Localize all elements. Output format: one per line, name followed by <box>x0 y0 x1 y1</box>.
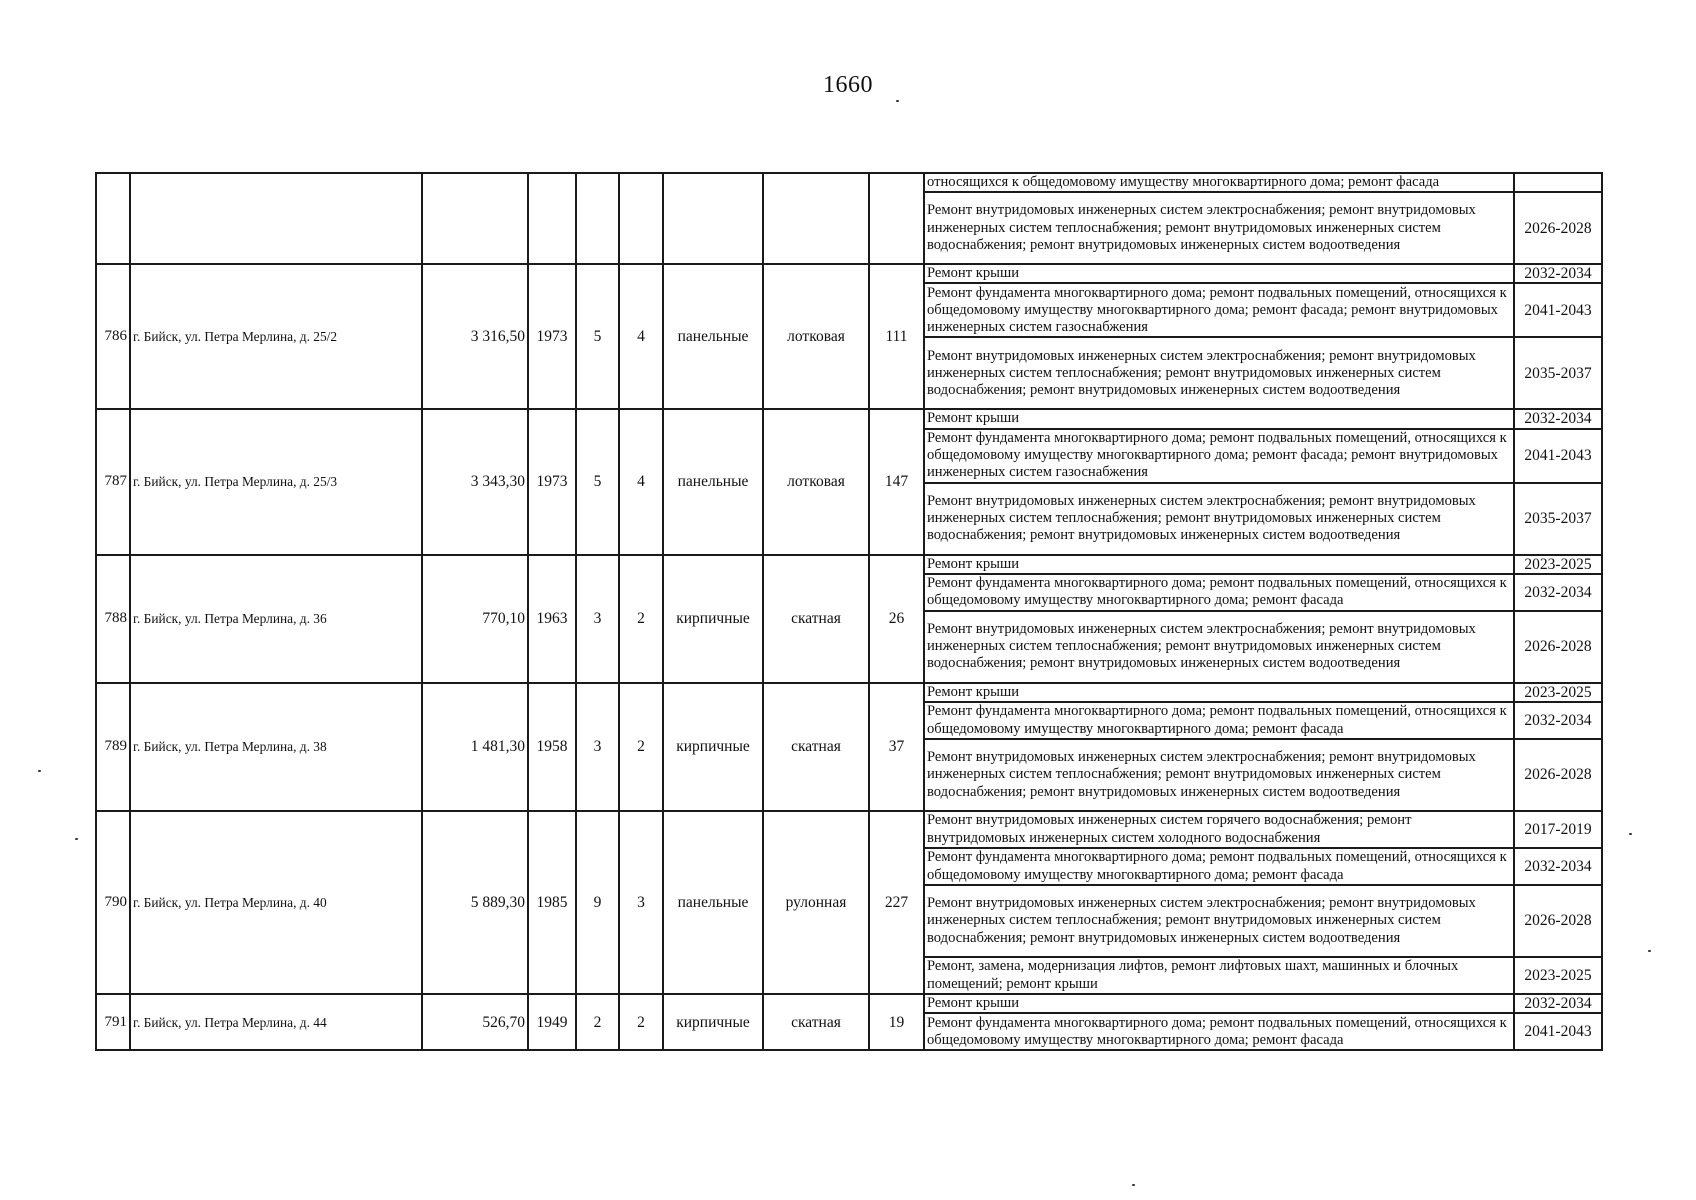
roof-cell: скатная <box>763 555 869 683</box>
year-cell: 1958 <box>528 683 576 811</box>
work-cell: Ремонт крыши <box>924 683 1514 702</box>
period-cell: 2026-2028 <box>1514 611 1602 683</box>
period-cell: 2026-2028 <box>1514 739 1602 811</box>
scan-speck <box>1629 833 1632 835</box>
period-cell: 2023-2025 <box>1514 957 1602 994</box>
residents-cell: 111 <box>869 264 924 409</box>
year-cell <box>528 173 576 264</box>
table-row <box>96 555 1602 574</box>
work-cell: Ремонт внутридомовых инженерных систем горячего водоснабжения; ремонт внутридомовых инженерных систем холодного водоснабжения <box>924 811 1514 848</box>
period-cell: 2032-2034 <box>1514 264 1602 283</box>
num-cell: 791 <box>96 994 130 1050</box>
entrances-cell <box>619 173 663 264</box>
residents-cell: 147 <box>869 409 924 554</box>
work-cell: Ремонт фундамента многоквартирного дома; ремонт подвальных помещений, относящихся к общедомовому имуществу многоквартирного дома; ремонт фасада <box>924 574 1514 611</box>
period-cell: 2032-2034 <box>1514 409 1602 428</box>
year-cell: 1985 <box>528 811 576 994</box>
repair-schedule-table <box>95 172 1603 1051</box>
table-row <box>96 994 1602 1013</box>
floors-cell <box>576 173 619 264</box>
area-cell: 3 343,30 <box>422 409 528 554</box>
period-cell: 2032-2034 <box>1514 848 1602 885</box>
roof-cell: скатная <box>763 994 869 1050</box>
work-cell: Ремонт внутридомовых инженерных систем электроснабжения; ремонт внутридомовых инженерных систем теплоснабжения; ремонт внутридомовых инженерных систем водоснабжения; ремонт внутридомовых инженерных систем водоотведения <box>924 192 1514 264</box>
area-cell: 770,10 <box>422 555 528 683</box>
area-cell: 3 316,50 <box>422 264 528 409</box>
year-cell: 1949 <box>528 994 576 1050</box>
work-cell: Ремонт внутридомовых инженерных систем электроснабжения; ремонт внутридомовых инженерных систем теплоснабжения; ремонт внутридомовых инженерных систем водоснабжения; ремонт внутридомовых инженерных систем водоотведения <box>924 739 1514 811</box>
work-cell: Ремонт фундамента многоквартирного дома; ремонт подвальных помещений, относящихся к общедомовому имуществу многоквартирного дома; ремонт фасада <box>924 1013 1514 1050</box>
work-cell: относящихся к общедомовому имуществу многоквартирного дома; ремонт фасада <box>924 173 1514 192</box>
period-cell: 2035-2037 <box>1514 483 1602 555</box>
residents-cell: 19 <box>869 994 924 1050</box>
address-cell: г. Бийск, ул. Петра Мерлина, д. 44 <box>130 994 422 1050</box>
roof-cell: скатная <box>763 683 869 811</box>
walls-cell: панельные <box>663 811 763 994</box>
roof-cell: лотковая <box>763 264 869 409</box>
work-cell: Ремонт крыши <box>924 994 1514 1013</box>
work-cell: Ремонт внутридомовых инженерных систем электроснабжения; ремонт внутридомовых инженерных систем теплоснабжения; ремонт внутридомовых инженерных систем водоснабжения; ремонт внутридомовых инженерных систем водоотведения <box>924 611 1514 683</box>
floors-cell: 5 <box>576 264 619 409</box>
period-cell: 2035-2037 <box>1514 337 1602 409</box>
period-cell: 2026-2028 <box>1514 885 1602 957</box>
work-cell: Ремонт внутридомовых инженерных систем электроснабжения; ремонт внутридомовых инженерных систем теплоснабжения; ремонт внутридомовых инженерных систем водоснабжения; ремонт внутридомовых инженерных систем водоотведения <box>924 337 1514 409</box>
entrances-cell: 2 <box>619 555 663 683</box>
area-cell: 1 481,30 <box>422 683 528 811</box>
table-row <box>96 811 1602 848</box>
work-cell: Ремонт внутридомовых инженерных систем электроснабжения; ремонт внутридомовых инженерных систем теплоснабжения; ремонт внутридомовых инженерных систем водоснабжения; ремонт внутридомовых инженерных систем водоотведения <box>924 885 1514 957</box>
table-row <box>96 264 1602 283</box>
period-cell: 2041-2043 <box>1514 283 1602 337</box>
floors-cell: 5 <box>576 409 619 554</box>
num-cell <box>96 173 130 264</box>
period-cell: 2032-2034 <box>1514 994 1602 1013</box>
scan-speck <box>896 100 899 102</box>
table-row <box>96 683 1602 702</box>
num-cell: 788 <box>96 555 130 683</box>
area-cell: 526,70 <box>422 994 528 1050</box>
walls-cell: кирпичные <box>663 555 763 683</box>
work-cell: Ремонт внутридомовых инженерных систем электроснабжения; ремонт внутридомовых инженерных систем теплоснабжения; ремонт внутридомовых инженерных систем водоснабжения; ремонт внутридомовых инженерных систем водоотведения <box>924 483 1514 555</box>
work-cell: Ремонт фундамента многоквартирного дома; ремонт подвальных помещений, относящихся к общедомовому имуществу многоквартирного дома; ремонт фасада; ремонт внутридомовых инженерных систем газоснабжения <box>924 429 1514 483</box>
work-cell: Ремонт крыши <box>924 409 1514 428</box>
year-cell: 1963 <box>528 555 576 683</box>
page-number: 1660 <box>823 72 873 98</box>
address-cell: г. Бийск, ул. Петра Мерлина, д. 38 <box>130 683 422 811</box>
year-cell: 1973 <box>528 264 576 409</box>
entrances-cell: 3 <box>619 811 663 994</box>
period-cell: 2041-2043 <box>1514 429 1602 483</box>
work-cell: Ремонт крыши <box>924 264 1514 283</box>
walls-cell: панельные <box>663 264 763 409</box>
address-cell: г. Бийск, ул. Петра Мерлина, д. 25/3 <box>130 409 422 554</box>
address-cell: г. Бийск, ул. Петра Мерлина, д. 36 <box>130 555 422 683</box>
table-row <box>96 409 1602 428</box>
period-cell: 2026-2028 <box>1514 192 1602 264</box>
work-cell: Ремонт фундамента многоквартирного дома; ремонт подвальных помещений, относящихся к общедомовому имуществу многоквартирного дома; ремонт фасада; ремонт внутридомовых инженерных систем газоснабжения <box>924 283 1514 337</box>
scan-speck <box>1648 950 1651 952</box>
period-cell: 2041-2043 <box>1514 1013 1602 1050</box>
year-cell: 1973 <box>528 409 576 554</box>
area-cell <box>422 173 528 264</box>
period-cell: 2023-2025 <box>1514 683 1602 702</box>
work-cell: Ремонт фундамента многоквартирного дома; ремонт подвальных помещений, относящихся к общедомовому имуществу многоквартирного дома; ремонт фасада <box>924 702 1514 739</box>
period-cell: 2017-2019 <box>1514 811 1602 848</box>
work-cell: Ремонт фундамента многоквартирного дома; ремонт подвальных помещений, относящихся к общедомовому имуществу многоквартирного дома; ремонт фасада <box>924 848 1514 885</box>
address-cell <box>130 173 422 264</box>
residents-cell: 37 <box>869 683 924 811</box>
period-cell <box>1514 173 1602 192</box>
period-cell: 2023-2025 <box>1514 555 1602 574</box>
scan-speck <box>38 770 41 772</box>
table-row <box>96 173 1602 192</box>
walls-cell: панельные <box>663 409 763 554</box>
walls-cell: кирпичные <box>663 683 763 811</box>
floors-cell: 3 <box>576 683 619 811</box>
walls-cell: кирпичные <box>663 994 763 1050</box>
num-cell: 787 <box>96 409 130 554</box>
entrances-cell: 4 <box>619 409 663 554</box>
work-cell: Ремонт крыши <box>924 555 1514 574</box>
address-cell: г. Бийск, ул. Петра Мерлина, д. 40 <box>130 811 422 994</box>
residents-cell <box>869 173 924 264</box>
entrances-cell: 4 <box>619 264 663 409</box>
period-cell: 2032-2034 <box>1514 574 1602 611</box>
num-cell: 786 <box>96 264 130 409</box>
work-cell: Ремонт, замена, модернизация лифтов, ремонт лифтовых шахт, машинных и блочных помещений; ремонт крыши <box>924 957 1514 994</box>
floors-cell: 2 <box>576 994 619 1050</box>
residents-cell: 227 <box>869 811 924 994</box>
entrances-cell: 2 <box>619 683 663 811</box>
residents-cell: 26 <box>869 555 924 683</box>
roof-cell <box>763 173 869 264</box>
walls-cell <box>663 173 763 264</box>
num-cell: 790 <box>96 811 130 994</box>
num-cell: 789 <box>96 683 130 811</box>
address-cell: г. Бийск, ул. Петра Мерлина, д. 25/2 <box>130 264 422 409</box>
roof-cell: рулонная <box>763 811 869 994</box>
scan-speck <box>1132 1184 1135 1186</box>
scan-speck <box>75 838 78 840</box>
roof-cell: лотковая <box>763 409 869 554</box>
area-cell: 5 889,30 <box>422 811 528 994</box>
entrances-cell: 2 <box>619 994 663 1050</box>
floors-cell: 3 <box>576 555 619 683</box>
period-cell: 2032-2034 <box>1514 702 1602 739</box>
floors-cell: 9 <box>576 811 619 994</box>
